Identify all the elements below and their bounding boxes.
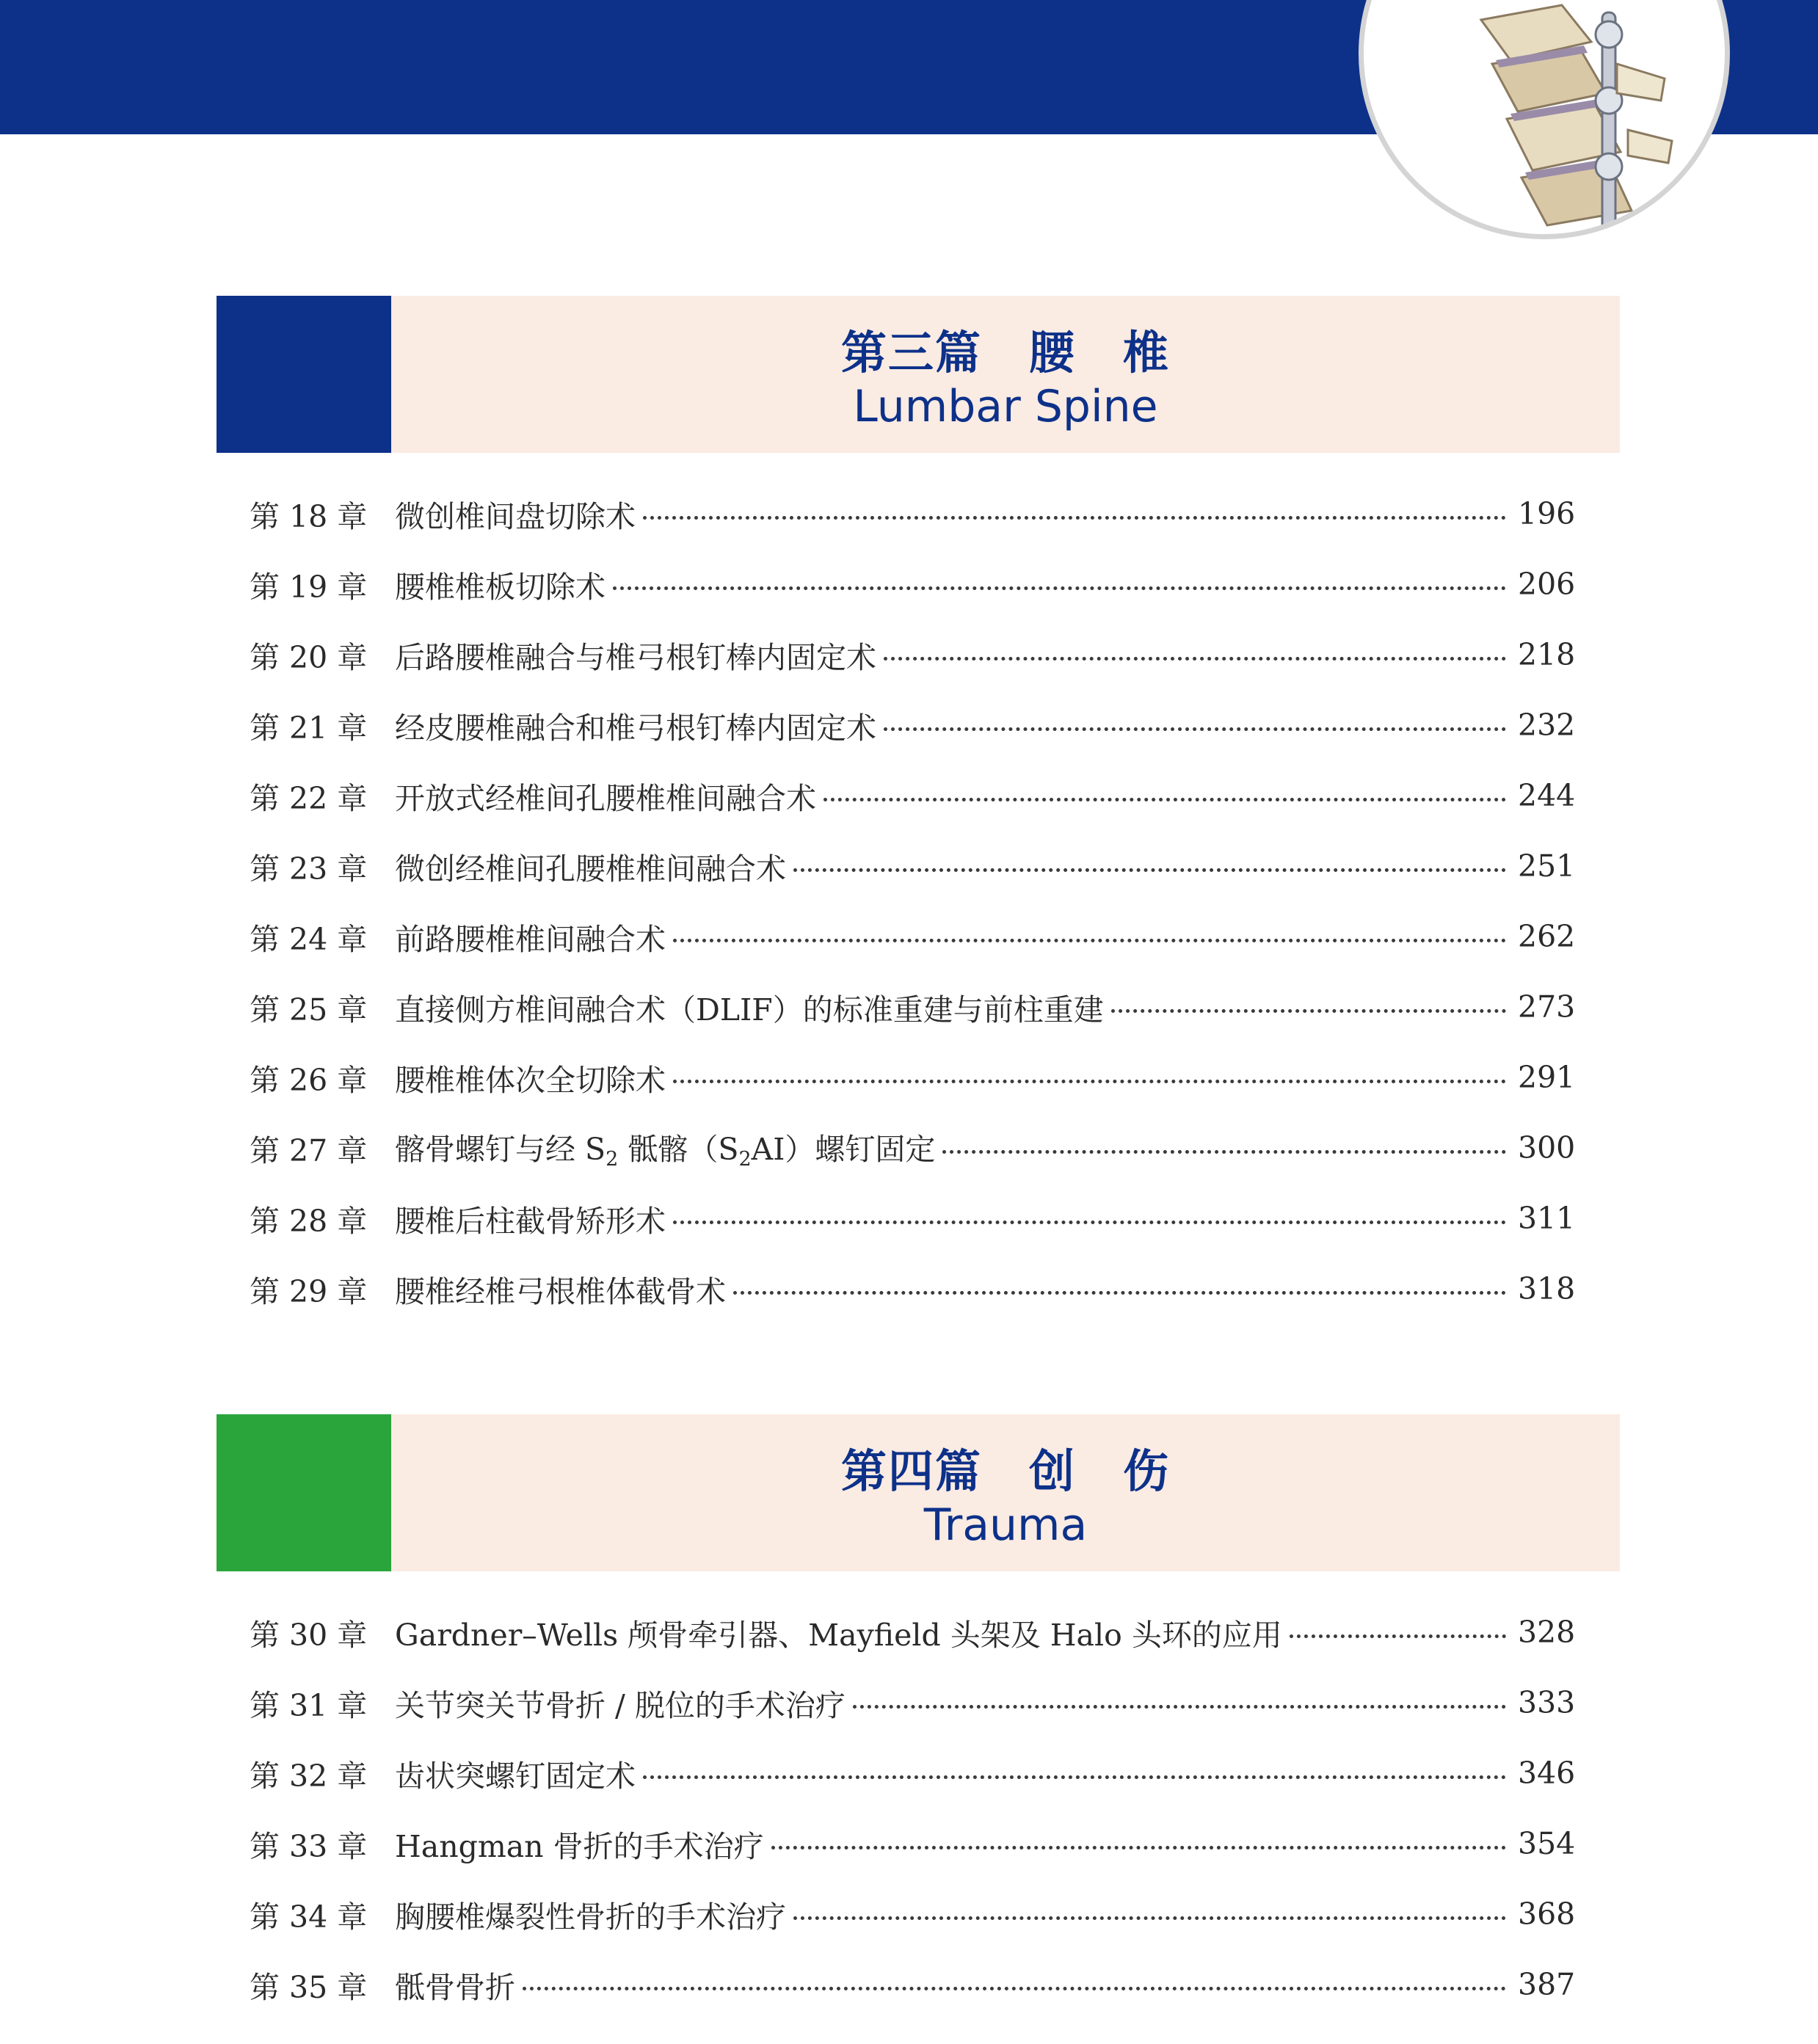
toc-list-lumbar: [250, 479, 1576, 1324]
chapter-number: 第 21 章: [250, 710, 368, 746]
chapter-title: Gardner–Wells 颅骨牵引器、Mayfield 头架及 Halo 头环的应用: [395, 1617, 1282, 1653]
chapter-title: 胸腰椎爆裂性骨折的手术治疗: [395, 1899, 786, 1935]
part-subtitle: Trauma: [923, 1499, 1088, 1551]
part-title-band: [391, 1414, 1620, 1571]
part-title-band: [391, 296, 1620, 453]
dot-leader: [793, 868, 1506, 872]
page-number: 196: [1518, 496, 1576, 531]
chapter-title: Hangman 骨折的手术治疗: [395, 1828, 764, 1864]
page-number: 244: [1518, 778, 1576, 813]
page-number: 218: [1518, 637, 1576, 672]
chapter-title-part: 髂骨螺钉与经 S: [395, 1132, 606, 1167]
chapter-title: 前路腰椎椎间融合术: [395, 921, 666, 957]
toc-entry[interactable]: [250, 1949, 1576, 2020]
dot-leader: [884, 657, 1506, 661]
toc-entry[interactable]: [250, 901, 1576, 972]
chapter-number: 第 30 章: [250, 1617, 368, 1653]
toc-entry[interactable]: [250, 760, 1576, 831]
dot-leader: [613, 586, 1506, 590]
chapter-title: 腰椎经椎弓根椎体截骨术: [395, 1273, 726, 1309]
toc-entry[interactable]: [250, 1879, 1576, 1949]
page-number: 206: [1518, 567, 1576, 602]
dot-leader: [673, 939, 1506, 942]
toc-list-trauma: [250, 1597, 1576, 2020]
chapter-title: 齿状突螺钉固定术: [395, 1758, 636, 1794]
chapter-number: 第 24 章: [250, 921, 368, 957]
toc-entry[interactable]: [250, 1183, 1576, 1254]
part-header-lumbar: [217, 296, 1620, 453]
chapter-number: 第 34 章: [250, 1899, 368, 1935]
page-number: 232: [1518, 708, 1576, 743]
page-number: 273: [1518, 989, 1576, 1025]
chapter-number: 第 35 章: [250, 1969, 368, 2005]
page-number: 387: [1518, 1967, 1576, 2002]
dot-leader: [884, 727, 1506, 731]
chapter-number: 第 27 章: [250, 1132, 368, 1168]
chapter-number: 第 18 章: [250, 498, 368, 534]
dot-leader: [853, 1705, 1506, 1709]
chapter-number: 第 26 章: [250, 1062, 368, 1098]
chapter-title-part: 骶髂（S: [618, 1132, 739, 1167]
chapter-number: 第 31 章: [250, 1687, 368, 1723]
chapter-title: 骶骨骨折: [395, 1969, 515, 2005]
chapter-number: 第 19 章: [250, 569, 368, 605]
chapter-title: [395, 1125, 935, 1171]
chapter-number: 第 32 章: [250, 1758, 368, 1794]
page-number: 354: [1518, 1826, 1576, 1861]
chapter-title: 直接侧方椎间融合术（DLIF）的标准重建与前柱重建: [395, 992, 1104, 1028]
toc-entry[interactable]: [250, 549, 1576, 619]
toc-entry[interactable]: [250, 690, 1576, 760]
dot-leader: [733, 1291, 1506, 1295]
chapter-title: 微创椎间盘切除术: [395, 498, 636, 534]
dot-leader: [673, 1080, 1506, 1083]
chapter-title: 微创经椎间孔腰椎椎间融合术: [395, 851, 786, 887]
chapter-title: 关节突关节骨折 / 脱位的手术治疗: [395, 1687, 846, 1723]
chapter-number: 第 23 章: [250, 851, 368, 887]
chapter-number: 第 29 章: [250, 1273, 368, 1309]
lumbar-spine-illustration: [1364, 0, 1730, 239]
page-number: 291: [1518, 1060, 1576, 1095]
chapter-number: 第 33 章: [250, 1828, 368, 1864]
chapter-number: 第 20 章: [250, 639, 368, 675]
part-title: 第三篇 腰 椎: [840, 326, 1170, 379]
dot-leader: [1290, 1634, 1506, 1638]
toc-entry[interactable]: [250, 1042, 1576, 1113]
page-number: 346: [1518, 1756, 1576, 1791]
dot-leader: [823, 798, 1506, 801]
page-number: 328: [1518, 1615, 1576, 1650]
dot-leader: [942, 1150, 1506, 1154]
dot-leader: [771, 1846, 1506, 1850]
part-header-trauma: [217, 1414, 1620, 1571]
toc-entry[interactable]: [250, 972, 1576, 1042]
dot-leader: [643, 1775, 1506, 1779]
toc-entry[interactable]: [250, 1254, 1576, 1324]
dot-leader: [523, 1987, 1506, 1990]
spine-illustration-emblem: [1359, 0, 1730, 239]
toc-entry[interactable]: [250, 1808, 1576, 1879]
dot-leader: [793, 1916, 1506, 1920]
chapter-title: 腰椎椎体次全切除术: [395, 1062, 666, 1098]
page-number: 251: [1518, 848, 1576, 884]
part-accent-block: [217, 296, 391, 453]
part-title: 第四篇 创 伤: [840, 1444, 1170, 1498]
subscript: 2: [738, 1148, 752, 1171]
part-subtitle: Lumbar Spine: [853, 381, 1158, 432]
page-number: 311: [1518, 1201, 1576, 1236]
toc-entry[interactable]: [250, 619, 1576, 690]
chapter-number: 第 22 章: [250, 780, 368, 816]
page-number: 300: [1518, 1130, 1576, 1165]
page-number: 318: [1518, 1271, 1576, 1306]
dot-leader: [1111, 1009, 1506, 1013]
chapter-title: 后路腰椎融合与椎弓根钉棒内固定术: [395, 639, 876, 675]
dot-leader: [643, 516, 1506, 520]
chapter-title-part: AI）螺钉固定: [751, 1132, 936, 1167]
chapter-title: 开放式经椎间孔腰椎椎间融合术: [395, 780, 816, 816]
toc-entry[interactable]: [250, 1667, 1576, 1738]
chapter-title: 经皮腰椎融合和椎弓根钉棒内固定术: [395, 710, 876, 746]
page-number: 368: [1518, 1896, 1576, 1932]
toc-entry[interactable]: [250, 479, 1576, 549]
toc-entry[interactable]: [250, 1738, 1576, 1808]
chapter-title: 腰椎后柱截骨矫形术: [395, 1203, 666, 1239]
subscript: 2: [606, 1148, 619, 1171]
toc-entry[interactable]: [250, 831, 1576, 901]
chapter-title: 腰椎椎板切除术: [395, 569, 606, 605]
chapter-number: 第 28 章: [250, 1203, 368, 1239]
page-number: 333: [1518, 1685, 1576, 1720]
part-accent-block: [217, 1414, 391, 1571]
page-number: 262: [1518, 919, 1576, 954]
toc-entry[interactable]: [250, 1597, 1576, 1667]
chapter-number: 第 25 章: [250, 992, 368, 1028]
dot-leader: [673, 1221, 1506, 1224]
toc-entry[interactable]: [250, 1113, 1576, 1183]
